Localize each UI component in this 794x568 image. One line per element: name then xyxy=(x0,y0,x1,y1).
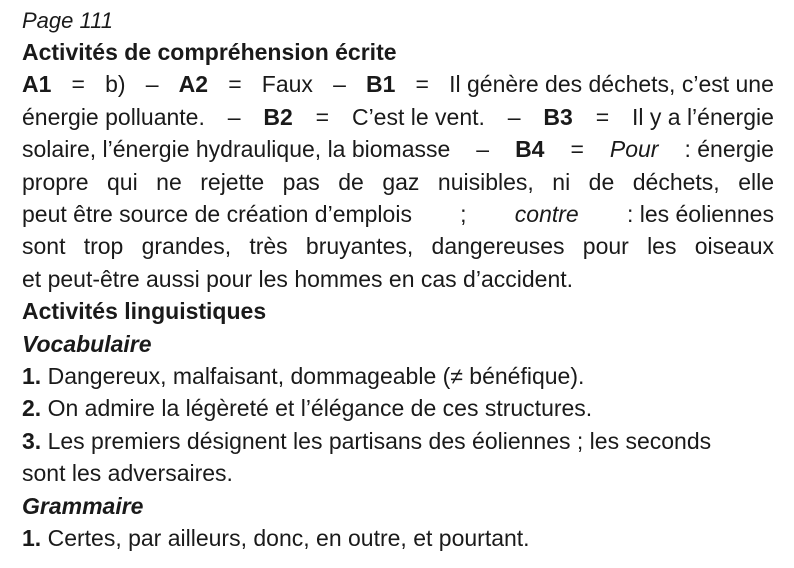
subheading-grammaire: Grammaire xyxy=(22,492,144,519)
vocab-item-3 xyxy=(22,425,774,457)
subheading-vocabulaire: Vocabulaire xyxy=(22,330,152,357)
answer-text: Pour xyxy=(609,136,659,163)
vocab-item-number: 1. xyxy=(22,363,42,390)
answer-label: B1 xyxy=(366,71,396,98)
vocab-item-text: Les premiers désignent les partisans des éoliennes ; les seconds xyxy=(47,427,712,454)
answer-text: Il y a l’énergie xyxy=(631,103,774,130)
page-label: Page 111 xyxy=(22,8,113,33)
answer-label: A1 xyxy=(22,71,52,98)
comprehension-line xyxy=(22,68,774,100)
answer-text: = xyxy=(570,136,584,163)
answer-text: C’est le vent. xyxy=(351,103,485,130)
answer-text: contre xyxy=(514,201,579,228)
grammar-item-number: 1. xyxy=(22,525,42,552)
comprehension-answers xyxy=(22,68,774,262)
grammar-item-1 xyxy=(22,522,774,554)
answer-label: B3 xyxy=(543,103,573,130)
answer-text: sont trop grandes, très bruyantes, dangereuses pour les oiseaux xyxy=(22,233,774,260)
answer-text: Faux xyxy=(261,71,313,98)
vocab-item-text: On admire la légèreté et l’élégance de ces structures. xyxy=(47,395,593,422)
answer-text: – xyxy=(507,103,521,130)
grammar-item-text: Certes, par ailleurs, donc, en outre, et pourtant. xyxy=(47,525,530,552)
answer-label: B2 xyxy=(263,103,293,130)
answer-text: : les éoliennes xyxy=(626,201,774,228)
section-heading-linguistiques: Activités linguistiques xyxy=(22,298,267,325)
comprehension-line xyxy=(22,198,774,230)
answer-text: Il génère des déchets, c’est une xyxy=(449,71,774,98)
answer-label: A2 xyxy=(178,71,209,98)
answer-text: – xyxy=(476,136,490,163)
answer-text: – xyxy=(145,71,159,98)
comprehension-last-line: et peut-être aussi pour les hommes en cas d’accident. xyxy=(22,265,574,292)
vocab-item-2 xyxy=(22,392,774,424)
answer-text: = xyxy=(71,71,85,98)
answer-text: = xyxy=(228,71,242,98)
section-heading-comprehension: Activités de compréhension écrite xyxy=(22,39,397,65)
answer-text: énergie polluante. xyxy=(22,103,205,130)
answer-text: – xyxy=(227,103,241,130)
answer-text: solaire, l’énergie hydraulique, la biomasse xyxy=(22,136,451,163)
vocab-item-text: Dangereux, malfaisant, dommageable (≠ bénéfique). xyxy=(47,363,585,390)
comprehension-line xyxy=(22,133,774,165)
answer-text: : énergie xyxy=(684,136,774,163)
vocab-item-1 xyxy=(22,360,774,392)
answer-text: ; xyxy=(460,201,467,228)
answer-text: b) xyxy=(105,71,126,98)
vocab-item-number: 3. xyxy=(22,427,42,454)
answer-label: B4 xyxy=(515,136,545,163)
answer-text: – xyxy=(333,71,346,98)
vocab-item-number: 2. xyxy=(22,395,42,422)
vocab-item-3-continuation: sont les adversaires. xyxy=(22,460,233,487)
answer-text: propre qui ne rejette pas de gaz nuisibles, ni de déchets, elle xyxy=(22,168,774,195)
answer-text: = xyxy=(315,103,330,130)
answer-text: = xyxy=(595,103,610,130)
comprehension-line xyxy=(22,166,774,198)
answer-text: peut être source de création d’emplois xyxy=(22,201,412,228)
comprehension-line xyxy=(22,101,774,133)
comprehension-line xyxy=(22,230,774,262)
answer-text: = xyxy=(415,71,429,98)
